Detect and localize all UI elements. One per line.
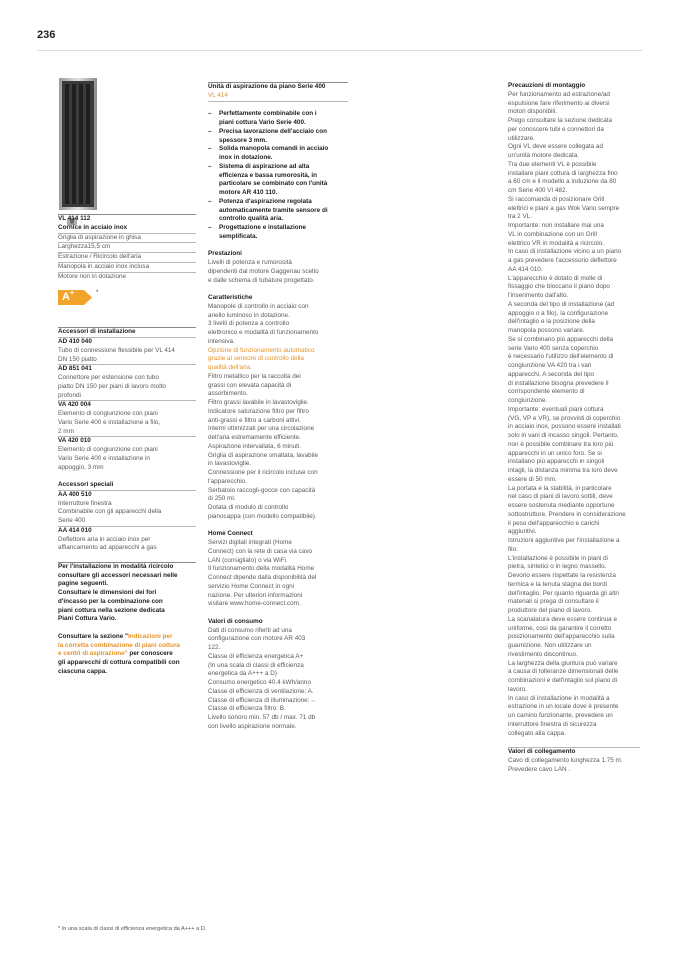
caratteristiche-text xyxy=(208,303,348,347)
ricircolo-line: pagine seguenti. xyxy=(58,580,109,588)
text-line: elettrici e piani a gas Wok Vario sempre xyxy=(508,204,620,212)
right-column xyxy=(508,82,640,774)
feature-bullet-line xyxy=(208,110,348,119)
accessory-desc-line: Connettore per estensione con tubo xyxy=(58,374,159,381)
text-line: corrispondente elemento di xyxy=(508,388,585,396)
feature-bullet-line xyxy=(208,128,348,137)
text-line: interruttore finestra di sicurezza xyxy=(508,720,597,728)
text-line: e dalle schema di tubature progettato. xyxy=(208,276,315,284)
bullet-dash-icon: – xyxy=(208,224,212,231)
accessory-code: VA 420 010 xyxy=(58,437,91,445)
text-line: termica e la tenuta stagna dei bordi xyxy=(508,580,608,588)
product-desc-line: Griglia di aspirazione in ghisa xyxy=(58,233,141,241)
feature-text: piani cottura Vario Serie 400. xyxy=(219,119,306,126)
feature-bullet-line xyxy=(208,154,348,163)
feature-bullet-line xyxy=(208,224,348,233)
text-line: motori disponibili. xyxy=(508,108,558,116)
feature-text: Potenza d'aspirazione regolata xyxy=(219,197,312,205)
feature-bullet-line xyxy=(208,233,348,242)
text-line: Consumo energetico 40.4 kWh/anno xyxy=(208,679,311,686)
text-line: in lavastoviglie. xyxy=(208,460,252,468)
text-line: non è possibile combinare tra loro più xyxy=(508,440,614,448)
feature-text: efficienza e bassa rumorosità, in xyxy=(219,171,318,179)
text-line: aggiuntivi. xyxy=(508,528,537,536)
text-line: Prevedere cavo LAN . xyxy=(508,765,571,773)
product-description xyxy=(58,233,196,282)
indicazioni-link[interactable]: la corretta combinazione di piani cottura xyxy=(58,641,180,649)
text-line: serie Vario 400 senza coperchio xyxy=(508,344,599,352)
text-line: anti-grassi e filtro a carboni attivi. xyxy=(208,416,301,424)
feature-text: spessore 3 mm. xyxy=(219,136,267,144)
bullet-indent xyxy=(208,233,219,242)
text-line: Classe di efficienza di ventilazione: A. xyxy=(208,687,314,695)
text-line: intagli, la distanza minima tra loro deve xyxy=(508,467,618,474)
footnote: * In una scala di classi di efficienza energetica da A+++ a D. xyxy=(58,926,207,932)
product-desc-line: Estrazione / Ricircolo dell'aria xyxy=(58,253,142,260)
text-line: cm Serie 400 VI 482. xyxy=(508,187,568,194)
bullet-indent xyxy=(208,207,219,216)
text-line: apparecchi. A seconda del tipo xyxy=(508,370,595,378)
product-desc-line: Larghezza15,5 cm xyxy=(58,243,111,251)
text-line: con livello aspirazione normale. xyxy=(208,722,297,730)
text-line: 122. xyxy=(208,644,221,651)
text-line: utilizzare. xyxy=(508,134,535,142)
ricircolo-line: Piani Cottura Vario. xyxy=(58,615,117,623)
feature-text: Sistema di aspirazione ad alta xyxy=(219,162,310,170)
precauzioni-text xyxy=(508,91,640,739)
text-line: Aspirazione intervallata, 6 minuti. xyxy=(208,442,302,450)
text-line: manopola possono variare. xyxy=(508,327,585,334)
text-line: sottostrutture. Prendere in considerazione xyxy=(508,510,626,518)
text-line: servizio Home Connect in ogni xyxy=(208,582,295,590)
energy-block xyxy=(58,281,196,327)
text-line: per conoscere tubi e connettori da xyxy=(508,125,604,133)
text-line: Dati di consumo riferiti ad una xyxy=(208,626,292,634)
text-line: nazione. Per ulteriori informazioni xyxy=(208,591,303,599)
feature-text: inox in dotazione. xyxy=(219,154,273,161)
text-line: dipendenti dal motore Gaggenau scelto xyxy=(208,267,319,275)
text-line: configurazione con motore AR 403 xyxy=(208,635,306,643)
bullet-indent xyxy=(208,189,219,198)
text-line: Griglia di aspirazione smaltata, lavabile xyxy=(208,451,319,459)
text-line: congiunzione VA 420 tra i vari xyxy=(508,362,592,369)
valori-collegamento-heading: Valori di collegamento xyxy=(508,748,576,755)
bullet-dash-icon: – xyxy=(208,110,212,118)
text-line: AA 414 010. xyxy=(508,265,543,273)
left-column xyxy=(58,214,196,677)
text-line: elettrico VR in modalità a ricircolo. xyxy=(508,239,604,247)
text-line: combinazioni e dell'intaglio sul piano di xyxy=(508,677,618,684)
text-line: solo in vani di incasso singoli. Pertanto, xyxy=(508,432,619,439)
text-line: Opzione di funzionamento automatico xyxy=(208,346,315,354)
text-line: L'apparecchio è dotato di molle di xyxy=(508,274,603,282)
text-line: Per funzionamento ad estrazione/ad xyxy=(508,90,610,98)
accessori-speciali-heading: Accessori speciali xyxy=(58,481,114,488)
text-line: installano più apparecchi in singoli xyxy=(508,458,605,466)
text-line: grassi con elevata capacità di xyxy=(208,381,292,389)
text-line: l'apparecchio. xyxy=(208,477,247,485)
text-line: un'unità motore dedicata. xyxy=(508,152,580,159)
bullet-indent xyxy=(208,172,219,181)
text-line: espulsione fare riferimento ai diversi xyxy=(508,99,610,107)
text-line: Tra due elementi VL è possibile xyxy=(508,160,597,168)
ricircolo-note xyxy=(58,563,196,624)
accessory-code: AA 414 010 xyxy=(58,526,92,534)
feature-text: semplificata. xyxy=(219,232,258,240)
accessory-desc-line: profondi xyxy=(58,391,81,399)
accessory-desc-line: Serie 400 xyxy=(58,517,86,524)
accessory-desc-line: Deflettore aria in acciaio inox per xyxy=(58,535,151,543)
text-line: è necessario l'utilizzo dell'elemento di xyxy=(508,353,614,361)
energy-footnote-mark: * xyxy=(96,290,99,297)
text-line: qualità dell'aria. xyxy=(208,364,252,371)
text-line: filo: xyxy=(508,545,518,553)
text-line: Filtro grassi lavabile in lavastoviglie. xyxy=(208,399,309,406)
ricircolo-line: Consultare le dimensioni dei fori xyxy=(58,589,157,596)
prestazioni-heading: Prestazioni xyxy=(208,250,242,258)
text-line: (VG, VP e VR), se provvisti di coperchio xyxy=(508,414,621,422)
text-line: Classe di efficienza energetica A+ xyxy=(208,652,304,660)
text-line: un camino funzionante, prevedere un xyxy=(508,712,613,719)
text-line: anello luminoso in dotazione. xyxy=(208,311,290,319)
text-line: Classe di efficienza di illuminazione: -. xyxy=(208,696,316,704)
text-line: Ogni VL deve essere collegata ad xyxy=(508,143,603,151)
text-line: Livelli di potenza e rumorosità xyxy=(208,259,292,266)
page-number: 236 xyxy=(37,29,56,41)
accessori-installazione-list xyxy=(58,337,196,472)
caratteristiche-highlight xyxy=(208,347,348,373)
text-line: In caso di installazione in modalità a xyxy=(508,694,610,702)
feature-text: Perfettamente combinabile con i xyxy=(219,110,317,118)
text-line: posizionamento dell'apparecchio sulla xyxy=(508,633,615,641)
text-line: essere sostenuta mediante opportune xyxy=(508,502,615,509)
grille-slat xyxy=(65,84,69,204)
accessory-desc-line: affiancamento ad apparecchi a gas xyxy=(58,544,157,552)
text-line: La scanalatura deve essere continua e xyxy=(508,615,617,623)
accessory-code: VA 420 004 xyxy=(58,401,91,409)
text-line: a 60 cm e il modello a induzione da 80 xyxy=(508,178,617,186)
precauzioni-heading: Precauzioni di montaggio xyxy=(508,82,586,89)
accessory-code: AA 400 510 xyxy=(58,490,92,498)
feature-text: Precisa lavorazione dell'acciaio con xyxy=(219,127,327,135)
indicazioni-link[interactable]: Indicazioni per xyxy=(128,632,173,640)
unita-model: VL 414 xyxy=(208,91,228,99)
text-line: Manopole di controllo in acciaio con xyxy=(208,302,309,310)
consultare-note: Consultare la sezione "Indicazioni per la corretta combinazione di piani cottura e centri di aspirazione" per conoscere gli apparecchi di cottura compatibili con ciascuna cappa. xyxy=(58,632,180,675)
text-line: Serbatoio raccogli-gocce con capacità xyxy=(208,486,316,494)
text-line: rivestimento discontinuo. xyxy=(508,650,578,658)
home-connect-heading: Home Connect xyxy=(208,530,253,538)
ricircolo-line: d'incasso per la combinazione con xyxy=(58,597,163,605)
text-line: il peso dell'apparecchio e carichi xyxy=(508,519,600,527)
accessory-desc-line: Interruttore finestra xyxy=(58,499,112,507)
text-line: Classe di efficienza filtro: B. xyxy=(208,705,286,713)
text-line: elettronico e modalità di funzionamento xyxy=(208,329,319,336)
bullet-indent xyxy=(208,137,219,146)
accessory-code: AD 851 041 xyxy=(58,365,92,373)
grille-slat xyxy=(86,84,90,204)
text-line: Interni ottimizzati per una circolazione xyxy=(208,425,315,433)
feature-bullet-line xyxy=(208,189,348,198)
text-line: estrazione in un locale dove è presente xyxy=(508,703,619,711)
indicazioni-link[interactable]: e centri di aspirazione" xyxy=(58,650,128,658)
text-line: di 250 ml. xyxy=(208,495,236,503)
text-line: La larghezza della giuntura può variare xyxy=(508,659,618,667)
text-line: Prego consultare la sezione dedicata xyxy=(508,117,613,124)
text-line: A seconda del tipo di installazione (ad xyxy=(508,300,615,308)
text-line: Istruzioni aggiuntive per l'installazione a xyxy=(508,537,620,544)
text-line: tra 2 VL. xyxy=(508,213,532,221)
middle-column xyxy=(208,82,348,732)
accessory-desc-line: DN 150 piatto xyxy=(58,355,97,363)
text-line: Si raccomanda di posizionare Grill xyxy=(508,195,605,203)
product-title: Cornice in acciaio inox xyxy=(58,223,128,231)
bullet-dash-icon: – xyxy=(208,197,212,205)
text-line: pianocappa (con modello compatibile). xyxy=(208,512,317,520)
text-line: Servizi digitali integrati (Home xyxy=(208,539,292,546)
feature-bullet-line xyxy=(208,215,348,224)
feature-bullet-line xyxy=(208,198,348,207)
bullet-indent xyxy=(208,215,219,224)
text-line: energetica da A+++ a D) xyxy=(208,670,277,678)
ricircolo-line: consultare gli accessori necessari nelle xyxy=(58,571,178,579)
text-line: dell'intaglio e la posizione della xyxy=(508,318,595,326)
text-line: Cavo di collegamento lunghezza 1.75 m. xyxy=(508,756,623,764)
bullet-indent xyxy=(208,154,219,163)
accessory-desc-line: 2 mm xyxy=(58,427,74,435)
text-line: (In una scala di classi di efficienza xyxy=(208,661,304,669)
accessori-speciali-list xyxy=(58,490,196,553)
feature-bullet-line xyxy=(208,180,348,189)
text-line: produttore del piano di lavoro. xyxy=(508,607,592,614)
bullet-indent xyxy=(208,180,219,189)
text-line: dell'aria estremamente efficiente. xyxy=(208,434,301,441)
accessory-desc-line: Elemento di congiunzione con piani xyxy=(58,410,158,417)
text-line: La portata e la stabilità, in particolare xyxy=(508,484,612,492)
text-line: uniforme, così da garantire il corretto xyxy=(508,624,612,632)
text-line: LAN (consigliato) o via WiFi. xyxy=(208,556,288,564)
text-line: Connect) con la rete di casa via cavo xyxy=(208,547,313,555)
feature-bullet-line xyxy=(208,137,348,146)
feature-bullet-line xyxy=(208,119,348,128)
prestazioni-text xyxy=(208,259,348,285)
text-line: Filtro metallico per la raccolta dei xyxy=(208,372,301,380)
caratteristiche-heading: Caratteristiche xyxy=(208,294,253,301)
valori-collegamento-text xyxy=(508,757,640,775)
accessory-desc-line: Combinabile con gli apparecchi della xyxy=(58,508,162,516)
text-line: grazie al sensore di controllo della xyxy=(208,355,304,363)
text-line: Dotata di modulo di controllo xyxy=(208,504,289,511)
text-line: lavoro. xyxy=(508,685,528,693)
text-line: fissaggio che bloccano il piano dopo xyxy=(508,283,610,291)
accessory-desc-line: appoggio, 3 mm xyxy=(58,463,104,471)
grille-slat xyxy=(72,84,76,204)
product-desc-line: Manopola in acciaio inox inclusa xyxy=(58,262,149,270)
text-line: visitare www.home-connect.com. xyxy=(208,600,301,608)
feature-bullet-line xyxy=(208,207,348,216)
text-line: VL in combinazione con un Grill xyxy=(508,230,597,238)
text-line: pietra, sintetici o in legno massello. xyxy=(508,563,607,571)
text-line: guarnizione. Non utilizzare un xyxy=(508,642,592,649)
text-line: dell'intaglio. Per quanto riguarda gli altri xyxy=(508,589,619,597)
text-line: assorbimento. xyxy=(208,390,248,398)
accessory-desc-line: piatto DN 150 per piani di lavoro molto xyxy=(58,382,166,390)
feature-text: Solida manopola comandi in acciaio xyxy=(219,145,329,153)
bullet-dash-icon: – xyxy=(208,127,212,135)
text-line: L'installazione è possibile in piani di xyxy=(508,554,608,562)
bullet-dash-icon: – xyxy=(208,162,212,170)
text-line: congiunzione. xyxy=(508,397,548,404)
text-line: installare piani cottura di larghezza fino xyxy=(508,169,618,177)
ricircolo-line: piani cottura nella sezione dedicata xyxy=(58,606,165,614)
energy-class: A xyxy=(62,291,70,304)
text-line: l'inserimento dall'alto. xyxy=(508,292,569,299)
text-line: Importante: eventuali piani cottura xyxy=(508,405,604,413)
text-line: materiali si prega di consultare il xyxy=(508,598,599,606)
product-desc-line: Motore non in dotazione xyxy=(58,272,127,280)
text-line: essere di 50 mm. xyxy=(508,475,557,483)
bullet-dash-icon: – xyxy=(208,145,212,153)
accessori-installazione-heading: Accessori di installazione xyxy=(58,328,136,336)
unita-title: Unità di aspirazione da piano Serie 400 xyxy=(208,83,326,90)
product-code: VL 414 112 xyxy=(58,215,91,222)
feature-text: particolare se combinato con l'unità xyxy=(219,180,328,188)
feature-bullet-line xyxy=(208,172,348,181)
text-line: Il funzionamento della modalità Home xyxy=(208,565,315,573)
text-line: nel caso di piani di lavoro sottili, deve xyxy=(508,493,613,501)
text-line: Devono essere rispettate la resistenza xyxy=(508,572,616,579)
text-line: Indicatore saturazione filtro per filtro xyxy=(208,407,309,415)
feature-text: Progettazione e installazione xyxy=(219,224,307,231)
accessory-desc-line: Elemento di congiunzione con piani xyxy=(58,446,158,453)
accessory-desc-line: Vario Serie 400 e installazione in xyxy=(58,454,150,462)
feature-bullets xyxy=(208,110,348,241)
product-image xyxy=(59,78,97,210)
accessory-desc-line: Vario Serie 400 e installazione a filo, xyxy=(58,418,161,426)
home-connect-text xyxy=(208,539,348,609)
text-line: Connect dipende dalla disponibilità del xyxy=(208,574,317,581)
accessory-code: AD 410 040 xyxy=(58,338,92,345)
text-line: appoggio o a filo), la configurazione xyxy=(508,309,609,317)
feature-bullet-line xyxy=(208,163,348,172)
bullet-indent xyxy=(208,119,219,128)
feature-bullet-line xyxy=(208,145,348,154)
text-line: apparecchi in un unico foro. Se si xyxy=(508,449,602,457)
text-line: di installazione bisogna prevedere il xyxy=(508,379,609,387)
header-divider xyxy=(37,50,642,51)
feature-text: automaticamente tramite sensore di xyxy=(219,206,328,214)
valori-consumo-heading: Valori di consumo xyxy=(208,617,263,625)
text-line: collegato alla cappa. xyxy=(508,729,566,737)
caratteristiche-text-more xyxy=(208,373,348,522)
text-line: intensiva. xyxy=(208,337,235,345)
ricircolo-line: Per l'installazione in modalità ricircolo xyxy=(58,562,174,570)
text-line: Importante: non installare mai una xyxy=(508,222,604,229)
text-line: in acciaio inox, possono essere installati xyxy=(508,423,621,431)
text-line: a gas prevedere l'accessorio deflettore xyxy=(508,257,617,264)
text-line: Livello sonoro min. 57 db / max. 71 db xyxy=(208,714,316,721)
grille-slat xyxy=(79,84,83,204)
text-line: 3 livelli di potenza a controllo xyxy=(208,320,290,328)
feature-text: motore AR 410 110. xyxy=(219,189,278,196)
energy-class-sup: + xyxy=(70,290,75,298)
text-line: Se si combinano più apparecchi della xyxy=(508,335,614,343)
text-line: a causa di tolleranze dimensionali delle xyxy=(508,668,619,676)
valori-consumo-text xyxy=(208,627,348,732)
text-line: Connessione per il ricircolo incluse con xyxy=(208,469,318,476)
text-line: In caso di installazione vicino a un piano xyxy=(508,248,622,256)
feature-text: controllo qualità aria. xyxy=(219,215,284,223)
accessory-desc-line: Tubo di connessione flessibile per VL 414 xyxy=(58,346,175,354)
